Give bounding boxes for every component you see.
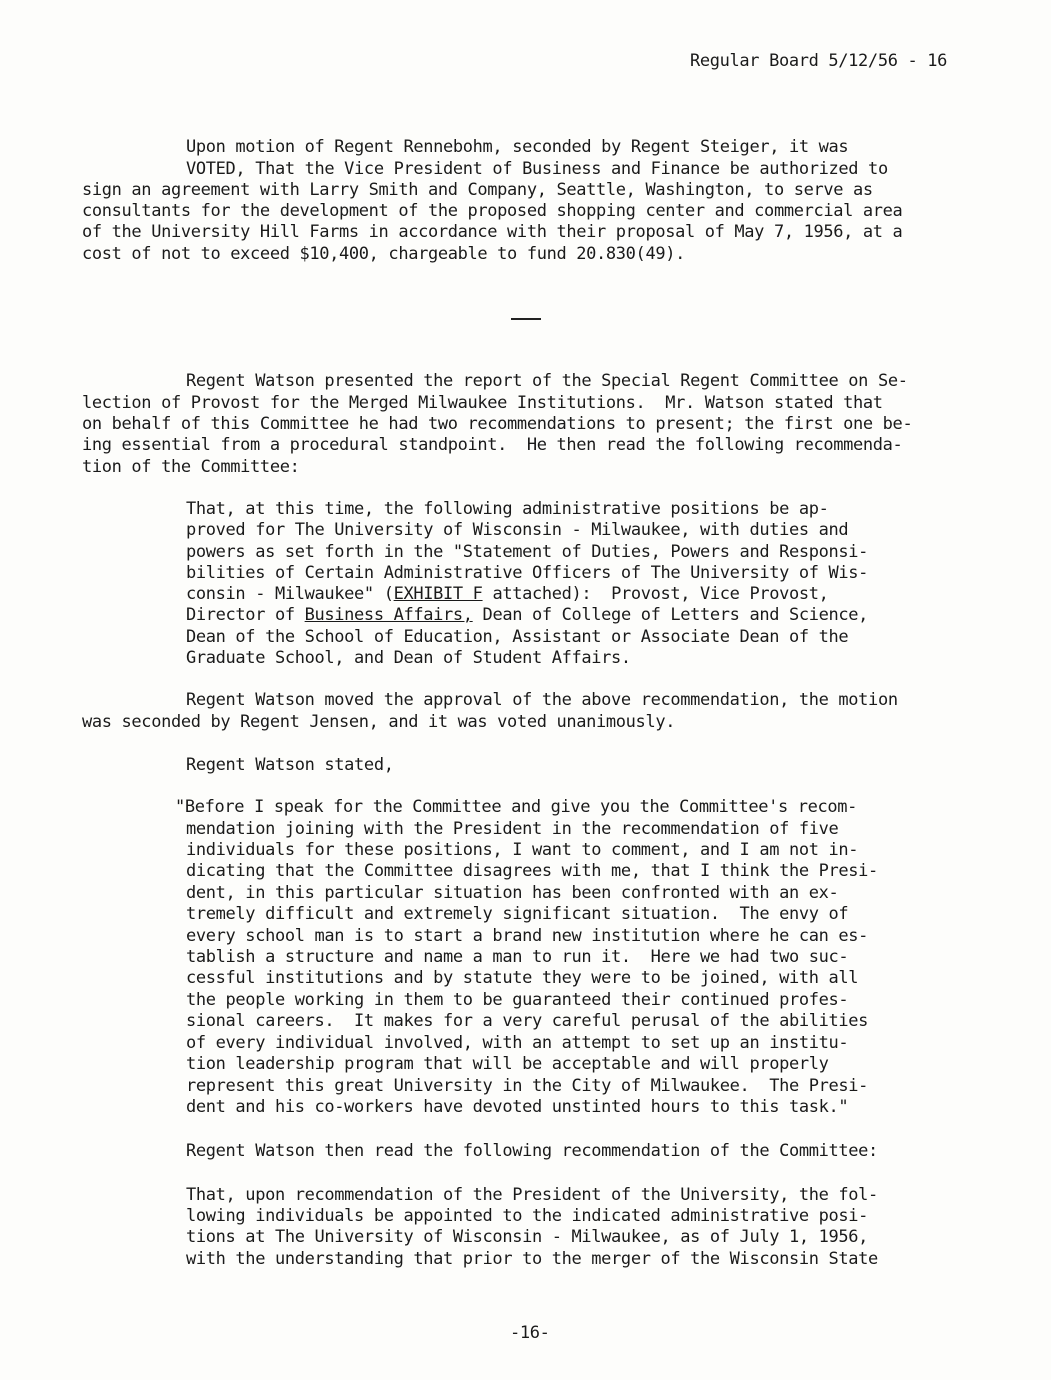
para4-line2: was seconded by Regent Jensen, and it was voted unanimously. [82,712,676,732]
para3-line3: powers as set forth in the "Statement of Duties, Powers and Responsi- [186,542,869,562]
para4-line1: Regent Watson moved the approval of the above recommendation, the motion [186,690,898,710]
para3-line1: That, at this time, the following administrative positions be ap- [186,499,829,519]
para3-line4: bilities of Certain Administrative Officers of The University of Wis- [186,563,869,583]
business-affairs-text: Business Affairs, [304,605,473,625]
para3-line6-pre: Director of [186,605,305,625]
para2-line3: on behalf of this Committee he had two recommendations to present; the first one be- [82,414,913,434]
page-number: -16- [510,1323,550,1343]
para1-line4: consultants for the development of the proposed shopping center and commercial area [82,201,903,221]
para3-line7: Dean of the School of Education, Assistant or Associate Dean of the [186,627,849,647]
quote-line5: dent, in this particular situation has been confronted with an ex- [186,883,839,903]
quote-line2: mendation joining with the President in the recommendation of five [186,819,839,839]
quote-line11: sional careers. It makes for a very careful perusal of the abilities [186,1011,869,1031]
para7-line2: lowing individuals be appointed to the indicated administrative posi- [186,1206,869,1226]
quote-line10: the people working in them to be guaranteed their continued profes- [186,990,849,1010]
para2-line2: lection of Provost for the Merged Milwaukee Institutions. Mr. Watson stated that [82,393,883,413]
para3-line2: proved for The University of Wisconsin - Milwaukee, with duties and [186,520,849,540]
para2-line5: tion of the Committee: [82,457,300,477]
para3-line6 [186,605,868,626]
quote-line4: dicating that the Committee disagrees with me, that I think the Presi- [186,861,878,881]
para7-line3: tions at The University of Wisconsin - Milwaukee, as of July 1, 1956, [186,1227,869,1247]
para1-line5: of the University Hill Farms in accordance with their proposal of May 7, 1956, at a [82,222,903,242]
quote-line7: every school man is to start a brand new institution where he can es- [186,926,869,946]
para7-line4: with the understanding that prior to the merger of the Wisconsin State [186,1249,878,1269]
para1-line6: cost of not to exceed $10,400, chargeable to fund 20.830(49). [82,244,685,264]
quote-line12: of every individual involved, with an attempt to set up an institu- [186,1033,849,1053]
quote-line13: tion leadership program that will be acceptable and will properly [186,1054,829,1074]
para3-line5-post: attached): Provost, Vice Provost, [482,584,829,604]
quote-line8: tablish a structure and name a man to run it. Here we had two suc- [186,947,849,967]
para2-line4: ing essential from a procedural standpoint. He then read the following recommenda- [82,435,903,455]
para1-line1: Upon motion of Regent Rennebohm, seconded by Regent Steiger, it was [186,137,849,157]
section-divider [511,318,541,320]
quote-line9: cessful institutions and by statute they were to be joined, with all [186,968,859,988]
para3-line5-pre: consin - Milwaukee" ( [186,584,394,604]
para3-line5 [186,584,829,605]
quote-line3: individuals for these positions, I want to comment, and I am not in- [186,840,859,860]
para1-line2: VOTED, That the Vice President of Business and Finance be authorized to [186,159,888,179]
quote-line6: tremely difficult and extremely significant situation. The envy of [186,904,849,924]
page-header: Regular Board 5/12/56 - 16 [690,51,948,71]
quote-line15: dent and his co-workers have devoted unstinted hours to this task." [186,1097,849,1117]
para7-line1: That, upon recommendation of the President of the University, the fol- [186,1185,878,1205]
para2-line1: Regent Watson presented the report of the Special Regent Committee on Se- [186,371,908,391]
para3-line6-post: Dean of College of Letters and Science, [472,605,869,625]
quote-line14: represent this great University in the City of Milwaukee. The Presi- [186,1076,869,1096]
para3-line8: Graduate School, and Dean of Student Affairs. [186,648,631,668]
para1-line3: sign an agreement with Larry Smith and Company, Seattle, Washington, to serve as [82,180,873,200]
para6-line1: Regent Watson then read the following recommendation of the Committee: [186,1141,878,1161]
quote-line1: "Before I speak for the Committee and give you the Committee's recom- [175,797,858,817]
para5-line1: Regent Watson stated, [186,755,394,775]
exhibit-reference: EXHIBIT F [393,584,483,604]
